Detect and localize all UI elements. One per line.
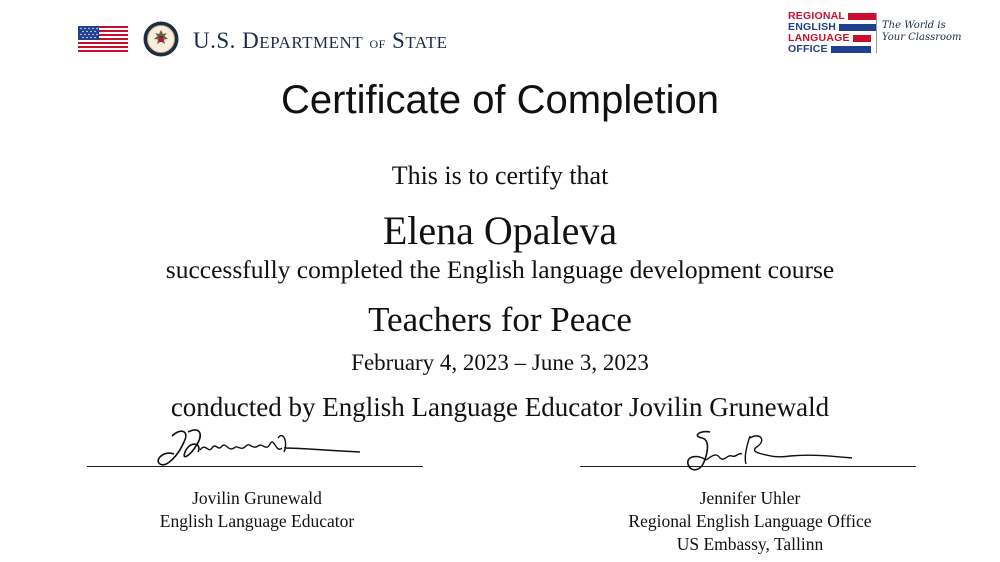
- completion-text: successfully completed the English language development course: [165, 255, 835, 284]
- relo-logo: [788, 11, 878, 57]
- signer-right-name: Jennifer Uhler: [699, 488, 801, 508]
- course-dates: February 4, 2023 – June 3, 2023: [351, 350, 649, 375]
- recipient-name: Elena Opaleva: [382, 208, 618, 253]
- certify-text: This is to certify that: [391, 161, 609, 190]
- dept-s: S: [392, 28, 406, 53]
- dept-epartment: EPARTMENT: [259, 33, 364, 52]
- conducted-by-text: conducted by English Language Educator Jovilin Grunewald: [170, 392, 830, 422]
- signer-right-org: US Embassy, Tallinn: [676, 534, 824, 554]
- relo-bar: [839, 24, 877, 31]
- course-name: Teachers for Peace: [368, 300, 632, 339]
- signer-left-name: Jovilin Grunewald: [192, 488, 322, 508]
- logo-divider: [876, 13, 877, 53]
- signer-right-role: Regional English Language Office: [628, 511, 872, 531]
- relo-line-regional: REGIONAL: [788, 11, 878, 22]
- relo-bar: [848, 13, 876, 20]
- relo-bar: [853, 35, 871, 42]
- relo-line-office: OFFICE: [788, 44, 878, 55]
- us-flag-icon: [78, 26, 128, 52]
- dept-of: OF: [369, 37, 386, 51]
- department-seal-icon: [143, 21, 179, 57]
- department-wordmark: [193, 28, 448, 54]
- signature-right-image: [680, 426, 860, 476]
- signer-left-role: English Language Educator: [159, 511, 355, 531]
- certificate-title: Certificate of Completion: [281, 78, 719, 122]
- dept-d: D: [242, 28, 260, 53]
- relo-bar: [831, 46, 871, 53]
- dept-us: U.S.: [193, 28, 243, 53]
- signer-left: [87, 487, 427, 533]
- relo-line-language: LANGUAGE: [788, 33, 878, 44]
- relo-tagline: The World is Your Classroom: [882, 20, 962, 43]
- dept-tate: TATE: [405, 33, 448, 52]
- relo-line-english: ENGLISH: [788, 22, 878, 33]
- signer-right: [580, 487, 920, 556]
- signature-left-image: [150, 424, 370, 474]
